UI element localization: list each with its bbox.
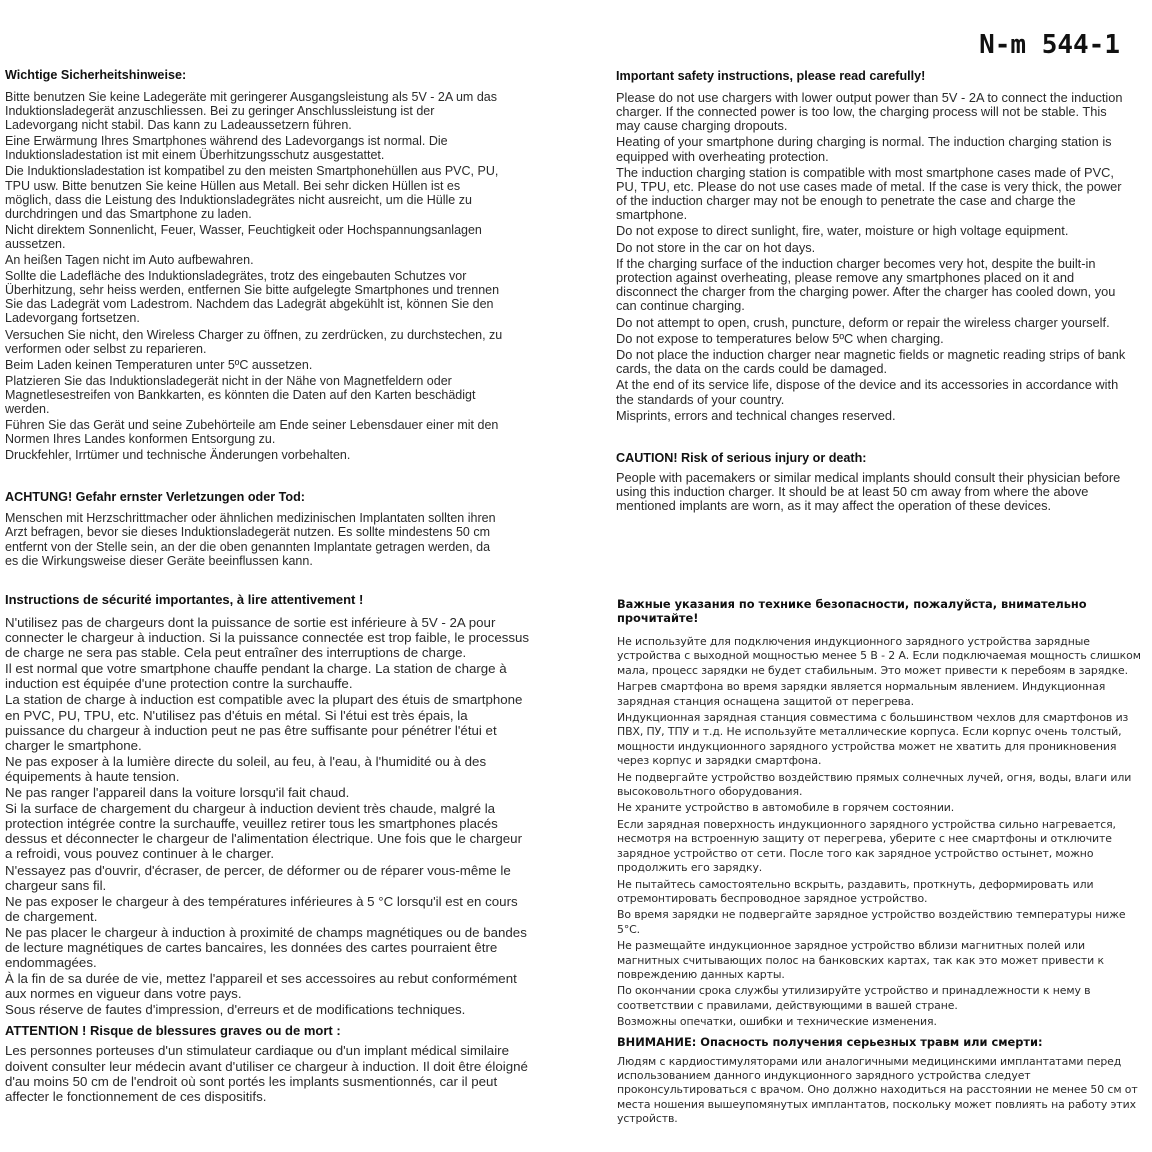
russian-instruction: Возможны опечатки, ошибки и технические изменения. (617, 1015, 937, 1029)
russian-instruction: Индукционная зарядная станция совместима с большинством чехлов для смартфонов из ПВХ, ПУ, ТПУ и т.д. Не используйте металлические корпуса. Если корпус очень толстый, мощности индукционного зарядного устройства может не хватить для проникновения через корпус и зарядки смартфона. (617, 711, 1129, 768)
russian-heading: Важные указания по технике безопасности, пожалуйста, внимательно прочитайте! (617, 597, 1087, 625)
english-safety-section (616, 69, 1126, 515)
french-instruction: N'utilisez pas de chargeurs dont la puissance de sortie est inférieure à 5V - 2A pour connecter le chargeur à induction. Si la puissance connectée est trop faible, le processus de charge ne sera pas stable. Cela peut entraîner des interruptions de charge. (5, 615, 530, 661)
english-instruction: Misprints, errors and technical changes reserved. (616, 407, 896, 423)
english-instruction: Do not expose to direct sunlight, fire, water, moisture or high voltage equipment. (616, 223, 1069, 239)
french-caution-heading: ATTENTION ! Risque de blessures graves ou de mort : (5, 1023, 341, 1039)
english-instruction: Heating of your smartphone during charging is normal. The induction charging station is equipped with overheating protection. (616, 134, 1112, 164)
german-instruction: Druckfehler, Irrtümer und technische Änderungen vorbehalten. (5, 448, 351, 463)
french-instruction: N'essayez pas d'ouvrir, d'écraser, de percer, de déformer ou de réparer vous-même le chargeur sans fil. (5, 862, 511, 893)
russian-instruction: Не используйте для подключения индукционного зарядного устройства зарядные устройства с выходной мощностью менее 5 В - 2 А. Если подключаемая мощность слишком мала, процесс зарядки не будет стабильным. Это может привести к перебоям в зарядке. (617, 635, 1141, 677)
german-instruction: Bitte benutzen Sie keine Ladegeräte mit geringerer Ausgangsleistung als 5V - 2A um das Induktionsladegerät anzuschliessen. Bei zu geringer Anschlussleistung ist der Ladevorgang nicht stabil. Das kann zu Ladeaussetzern führen. (5, 90, 497, 133)
russian-instruction: Не размещайте индукционное зарядное устройство вблизи магнитных полей или магнитных считывающих полос на банковских картах, так как это может привести к повреждению данных карты. (617, 939, 1104, 981)
german-instruction: Nicht direktem Sonnenlicht, Feuer, Wasser, Feuchtigkeit oder Hochspannungsanlagen aussetzen. (5, 222, 482, 251)
russian-caution-heading: ВНИМАНИЕ: Опасность получения серьезных травм или смерти: (617, 1034, 1043, 1049)
german-instruction: An heißen Tagen nicht im Auto aufbewahren. (5, 253, 254, 268)
russian-instruction: Не подвергайте устройство воздействию прямых солнечных лучей, огня, воды, влаги или высоковольтного оборудования. (617, 770, 1132, 799)
german-instruction: Die Induktionsladestation ist kompatibel zu den meisten Smartphonehüllen aus PVC, PU, TPU usw. Bitte benutzen Sie keine Hüllen aus Metall. Bei sehr dicken Hüllen ist es möglich, dass die Leistung des Induktionsladegrätes nicht ausreicht, um die Hülle zu durchdringen und das Smartphone zu laden. (5, 164, 499, 221)
french-safety-section (5, 592, 530, 1105)
english-instruction: Do not attempt to open, crush, puncture, deform or repair the wireless charger yourself. (616, 314, 1110, 330)
russian-instruction: Не пытайтесь самостоятельно вскрыть, раздавить, проткнуть, деформировать или отремонтировать беспроводное зарядное устройство. (617, 877, 1094, 905)
english-instruction: Do not expose to temperatures below 5ºC when charging. (616, 330, 944, 346)
english-instruction: At the end of its service life, dispose of the device and its accessories in accordance with the standards of your country. (616, 377, 1119, 407)
russian-instruction: Во время зарядки не подвергайте зарядное устройство воздействию температуры ниже 5°C. (617, 908, 1126, 936)
french-instruction: À la fin de sa durée de vie, mettez l'appareil et ses accessoires au rebut conformément aux normes en vigueur dans votre pays. (5, 971, 517, 1002)
english-instruction: Do not place the induction charger near magnetic fields or magnetic reading strips of bank cards, the data on the cards could be damaged. (616, 347, 1126, 377)
german-caution-heading: ACHTUNG! Gefahr ernster Verletzungen oder Tod: (5, 490, 305, 505)
english-instruction: Please do not use chargers with lower output power than 5V - 2A to connect the induction charger. If the connected power is too low, the charging process will not be stable. This may cause charging dropouts. (616, 90, 1123, 134)
russian-safety-section (617, 597, 1147, 1129)
french-instruction: Il est normal que votre smartphone chauffe pendant la charge. La station de charge à induction est équipée d'une protection contre la surchauffe. (5, 661, 507, 692)
french-instruction: Ne pas exposer le chargeur à des températures inférieures à 5 °C lorsqu'il est en cours de chargement. (5, 893, 518, 924)
english-heading: Important safety instructions, please read carefully! (616, 69, 926, 83)
french-instruction: Si la surface de chargement du chargeur à induction devient très chaude, malgré la protection intégrée contre la surchauffe, veuillez retirer tous les smartphones placés dessus et déconnecter le chargeur de l'alimentation électrique. Une fois que le chargeur a refroidi, vous pouvez continuer à le charger. (5, 801, 522, 862)
german-instruction: Eine Erwärmung Ihres Smartphones während des Ladevorgangs ist normal. Die Induktionsladestation ist mit einem Überhitzungsschutz ausgestattet. (5, 134, 448, 163)
french-instruction: Sous réserve de fautes d'impression, d'erreurs et de modifications techniques. (5, 1002, 466, 1018)
german-instruction: Versuchen Sie nicht, den Wireless Charger zu öffnen, zu zerdrücken, zu durchstechen, zu verformen oder selbst zu reparieren. (5, 327, 503, 356)
russian-instruction: Не храните устройство в автомобиле в горячем состоянии. (617, 801, 955, 815)
german-caution-text: Menschen mit Herzschrittmacher oder ähnlichen medizinischen Implantaten sollten ihren Arzt befragen, bevor sie dieses Induktionsladegerät nutzen. Es sollte mindestens 50 cm entfernt von der Stelle sein, an der die oben genannten Implantate getragen werden, da es die Wirkungsweise dieser Geräte beeinflussen kann. (5, 511, 496, 568)
document-code: N-m 544-1 (979, 30, 1120, 60)
russian-instruction: Если зарядная поверхность индукционного зарядного устройства сильно нагревается, несмотря на встроенную защиту от перегрева, уберите с нее смартфоны и отключите зарядное устройство от сети. После того как зарядное устройство остынет, можно продолжить его зарядку. (617, 817, 1116, 875)
english-caution-heading: CAUTION! Risk of serious injury or death: (616, 450, 867, 465)
german-instruction: Führen Sie das Gerät und seine Zubehörteile am Ende seiner Lebensdauer einer mit den Normen Ihres Landes konformen Entsorgung zu. (5, 418, 499, 447)
german-instruction: Beim Laden keinen Temperaturen unter 5ºC aussetzen. (5, 357, 313, 372)
german-instruction: Sollte die Ladefläche des Induktionsladegrätes, trotz des eingebauten Schutzes vor Überhitzung, sehr heiss werden, entfernen Sie bitte aufgelegte Smartphones und trennen Sie das Ladegrät vom Ladestrom. Nachdem das Ladegrät abgekühlt ist, können Sie den Ladevorgang fortsetzen. (5, 269, 500, 326)
english-caution-text: People with pacemakers or similar medical implants should consult their physician before using this induction charger. It should be at least 50 cm away from where the above mentioned implants are worn, as it may affect the operation of these devices. (616, 469, 1121, 514)
french-instruction: Ne pas placer le chargeur à induction à proximité de champs magnétiques ou de bandes de lecture magnétiques de cartes bancaires, les données des cartes pourraient être endommagées. (5, 924, 527, 971)
russian-instruction: По окончании срока службы утилизируйте устройство и принадлежности к нему в соответствии с правилами, действующими в вашей стране. (617, 984, 1091, 1012)
german-instruction: Platzieren Sie das Induktionsladegerät nicht in der Nähe von Magnetfeldern oder Magnetlesestreifen von Bankkarten, es könnten die Daten auf den Karten beschädigt werden. (5, 373, 476, 416)
english-instruction: If the charging surface of the induction charger becomes very hot, despite the built-in protection against overheating, please remove any smartphones placed on it and disconnect the charger from the charging power. After the charger has cooled down, you can continue charging. (616, 255, 1116, 314)
french-heading: Instructions de sécurité importantes, à lire attentivement ! (5, 592, 364, 607)
english-instruction: Do not store in the car on hot days. (616, 239, 816, 255)
english-instruction: The induction charging station is compatible with most smartphone cases made of PVC, PU, TPU, etc. Please do not use cases made of metal. If the case is very thick, the power of the induction charger may not be enough to penetrate the case and charge the smartphone. (616, 164, 1122, 223)
french-instruction: La station de charge à induction est compatible avec la plupart des étuis de smartphone en PVC, PU, TPU, etc. N'utilisez pas d'étuis en métal. Si l'étui est très épais, la puissance du chargeur à induction peut ne pas être suffisante pour pénétrer l'étui et charger le smartphone. (5, 692, 523, 753)
russian-instruction: Нагрев смартфона во время зарядки является нормальным явлением. Индукционная зарядная станция оснащена защитой от перегрева. (617, 680, 1106, 708)
german-safety-section (5, 68, 505, 570)
german-heading: Wichtige Sicherheitshinweise: (5, 68, 187, 82)
french-caution-text: Les personnes porteuses d'un stimulateur cardiaque ou d'un implant médical similaire doivent consulter leur médecin avant d'utiliser ce chargeur à induction. Il doit être éloigné d'au moins 50 cm de l'endroit où sont portés les implants susmentionnés, car il peut affecter le fonctionnement de ces dispositifs. (5, 1043, 528, 1104)
french-instruction: Ne pas ranger l'appareil dans la voiture lorsqu'il fait chaud. (5, 785, 350, 801)
russian-caution-text: Людям с кардиостимуляторами или аналогичными медицинскими имплантатами перед использованием данного индукционного зарядного устройства следует проконсультироваться с врачом. Оно должно находиться на расстоянии не менее 50 см от места ношения вышеупомянутых имплантатов, поскольку может повлиять на работу этих устройств. (617, 1054, 1138, 1126)
french-instruction: Ne pas exposer à la lumière directe du soleil, au feu, à l'eau, à l'humidité ou à des équipements à haute tension. (5, 753, 487, 784)
